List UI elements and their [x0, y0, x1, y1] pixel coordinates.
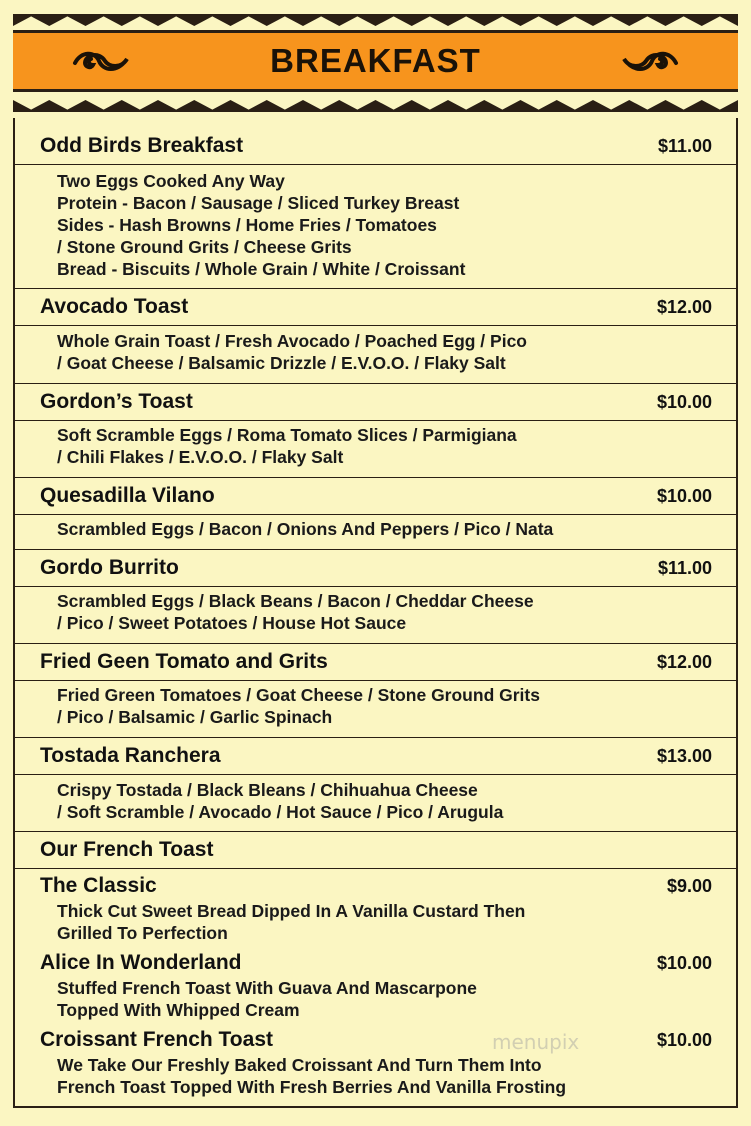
item-description: [57, 684, 697, 728]
item-description: [57, 424, 697, 468]
desc-line: Crispy Tostada / Black Bleans / Chihuahua Cheese: [57, 780, 478, 800]
menu-item-title-row: [13, 644, 738, 681]
menu-header: [13, 30, 738, 92]
menu-item-title-row: [13, 478, 738, 515]
desc-line: / Stone Ground Grits / Cheese Grits: [57, 237, 352, 257]
menu-item-title-row: [13, 1022, 738, 1056]
menu-item-title-row: [13, 550, 738, 587]
item-description: [57, 330, 697, 374]
item-price: $12.00: [656, 652, 712, 672]
item-description: [57, 518, 697, 540]
item-price: $10.00: [656, 392, 712, 412]
item-name: Gordo Burrito: [40, 556, 179, 579]
desc-line: Bread - Biscuits / Whole Grain / White / Croissant: [57, 259, 466, 279]
item-name: Croissant French Toast: [40, 1028, 273, 1051]
item-name: Fried Geen Tomato and Grits: [40, 650, 328, 673]
item-description: [57, 170, 697, 280]
desc-line: / Chili Flakes / E.V.O.O. / Flaky Salt: [57, 447, 344, 467]
desc-line: Whole Grain Toast / Fresh Avocado / Poached Egg / Pico: [57, 331, 527, 351]
desc-line: Scrambled Eggs / Bacon / Onions And Peppers / Pico / Nata: [57, 519, 554, 539]
section-title: Our French Toast: [40, 838, 214, 861]
item-name: Alice In Wonderland: [40, 951, 242, 974]
desc-line: / Soft Scramble / Avocado / Hot Sauce / Pico / Arugula: [57, 802, 504, 822]
item-name: The Classic: [40, 874, 157, 897]
item-description: [57, 1054, 697, 1098]
desc-line: / Goat Cheese / Balsamic Drizzle / E.V.O.O. / Flaky Salt: [57, 353, 506, 373]
desc-line: Two Eggs Cooked Any Way: [57, 171, 285, 191]
desc-line: Fried Green Tomatoes / Goat Cheese / Stone Ground Grits: [57, 685, 540, 705]
watermark: menupix: [492, 1030, 580, 1054]
item-description: [57, 900, 697, 944]
desc-line: Stuffed French Toast With Guava And Mascarpone: [57, 978, 477, 998]
left-ornament-icon: [71, 49, 131, 75]
item-name: Quesadilla Vilano: [40, 484, 215, 507]
desc-line: Sides - Hash Browns / Home Fries / Tomatoes: [57, 215, 437, 235]
menu-item-title-row: [13, 945, 738, 979]
desc-line: Scrambled Eggs / Black Beans / Bacon / Cheddar Cheese: [57, 591, 534, 611]
item-description: [57, 590, 697, 634]
item-description: [57, 779, 697, 823]
desc-line: / Pico / Sweet Potatoes / House Hot Sauce: [57, 613, 407, 633]
menu-item-title-row: [13, 738, 738, 775]
item-price: $10.00: [656, 953, 712, 973]
desc-line: Protein - Bacon / Sausage / Sliced Turkey Breast: [57, 193, 460, 213]
desc-line: Soft Scramble Eggs / Roma Tomato Slices / Parmigiana: [57, 425, 517, 445]
item-price: $9.00: [666, 876, 712, 896]
item-price: $13.00: [656, 746, 712, 766]
menu-item-title-row: [13, 384, 738, 421]
menu-title: BREAKFAST: [270, 42, 481, 79]
item-price: $11.00: [657, 558, 712, 578]
desc-line: We Take Our Freshly Baked Croissant And Turn Them Into: [57, 1055, 542, 1075]
menu-item-title-row: [13, 289, 738, 326]
header-zigzag-top: [13, 14, 738, 26]
right-ornament-icon: [620, 49, 680, 75]
desc-line: French Toast Topped With Fresh Berries And Vanilla Frosting: [57, 1077, 567, 1097]
item-price: $10.00: [656, 1030, 712, 1050]
item-name: Gordon’s Toast: [40, 390, 193, 413]
item-price: $12.00: [656, 297, 712, 317]
menu-item-title-row: [13, 868, 738, 902]
desc-line: Grilled To Perfection: [57, 923, 228, 943]
desc-line: / Pico / Balsamic / Garlic Spinach: [57, 707, 333, 727]
item-name: Odd Birds Breakfast: [40, 134, 244, 157]
desc-line: Topped With Whipped Cream: [57, 1000, 300, 1020]
item-price: $11.00: [657, 136, 712, 156]
desc-line: Thick Cut Sweet Bread Dipped In A Vanilla Custard Then: [57, 901, 526, 921]
item-name: Avocado Toast: [40, 295, 189, 318]
item-price: $10.00: [656, 486, 712, 506]
menu-item-title-row: [13, 128, 738, 165]
item-description: [57, 977, 697, 1021]
section-title-row: [13, 832, 738, 869]
item-name: Tostada Ranchera: [40, 744, 221, 767]
header-zigzag-bottom: [13, 100, 738, 112]
